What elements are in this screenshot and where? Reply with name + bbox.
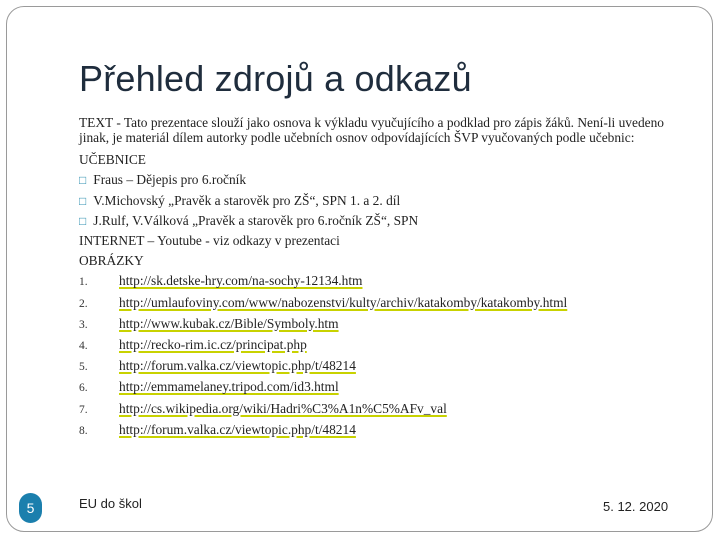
bullet-icon: □	[79, 173, 87, 188]
textbooks-heading: UČEBNICE	[79, 152, 146, 168]
source-link[interactable]: http://emmamelaney.tripod.com/id3.html	[119, 379, 339, 395]
source-link[interactable]: http://www.kubak.cz/Bible/Symboly.htm	[119, 315, 339, 331]
link-item	[79, 377, 669, 398]
link-number: 7.	[79, 403, 88, 416]
textbook-label: J.Rulf, V.Válková „Pravěk a starověk pro 6.ročník ZŠ“, SPN	[93, 212, 419, 228]
bullet-icon: □	[79, 213, 87, 228]
internet-line: INTERNET – Youtube - viz odkazy v prezentaci	[79, 233, 340, 248]
link-number: 2.	[79, 297, 88, 310]
source-link[interactable]: http://forum.valka.cz/viewtopic.php/t/48214	[119, 358, 356, 374]
source-link[interactable]: http://sk.detske-hry.com/na-sochy-12134.htm	[119, 273, 363, 289]
slide-title: Přehled zdrojů a odkazů	[79, 58, 472, 99]
bullet-icon: □	[79, 193, 87, 208]
images-heading: OBRÁZKY	[79, 253, 144, 269]
link-number: 5.	[79, 361, 88, 374]
intro-text: TEXT - Tato prezentace slouží jako osnova k výkladu vyučujícího a podklad pro zápis žáků. Není-li uvedeno jinak, je materiál dílem autorky podle učebních osnov odpovídajících ŠVP vyučovaných podle učebnic:	[79, 115, 664, 145]
link-item	[79, 356, 669, 377]
footer-date: 5. 12. 2020	[603, 499, 669, 514]
page-number-badge	[19, 493, 42, 523]
link-item	[79, 399, 669, 420]
link-number: 1.	[79, 276, 88, 289]
link-item	[79, 314, 669, 335]
textbook-item	[79, 211, 669, 231]
link-number: 8.	[79, 424, 88, 437]
page-number: 5	[26, 500, 35, 516]
link-item	[79, 271, 669, 292]
link-number: 4.	[79, 340, 88, 353]
source-link[interactable]: http://cs.wikipedia.org/wiki/Hadri%C3%A1n%C5%AFv_val	[119, 400, 447, 416]
link-number: 3.	[79, 318, 88, 331]
slide-content	[79, 116, 669, 441]
link-item	[79, 420, 669, 441]
textbook-label: Fraus – Dějepis pro 6.ročník	[93, 172, 247, 188]
source-link[interactable]: http://recko-rim.ic.cz/principat.php	[119, 337, 307, 353]
link-item	[79, 335, 669, 356]
textbook-item	[79, 191, 669, 211]
footer-label: EU do škol	[79, 496, 142, 511]
textbook-label: V.Michovský „Pravěk a starověk pro ZŠ“, SPN 1. a 2. díl	[93, 192, 401, 208]
link-item	[79, 293, 669, 314]
source-link[interactable]: http://umlaufoviny.com/www/nabozenstvi/kulty/archiv/katakomby/katakomby.html	[119, 294, 568, 310]
source-link[interactable]: http://forum.valka.cz/viewtopic.php/t/48214	[119, 421, 356, 437]
link-number: 6.	[79, 382, 88, 395]
textbook-item	[79, 170, 669, 190]
